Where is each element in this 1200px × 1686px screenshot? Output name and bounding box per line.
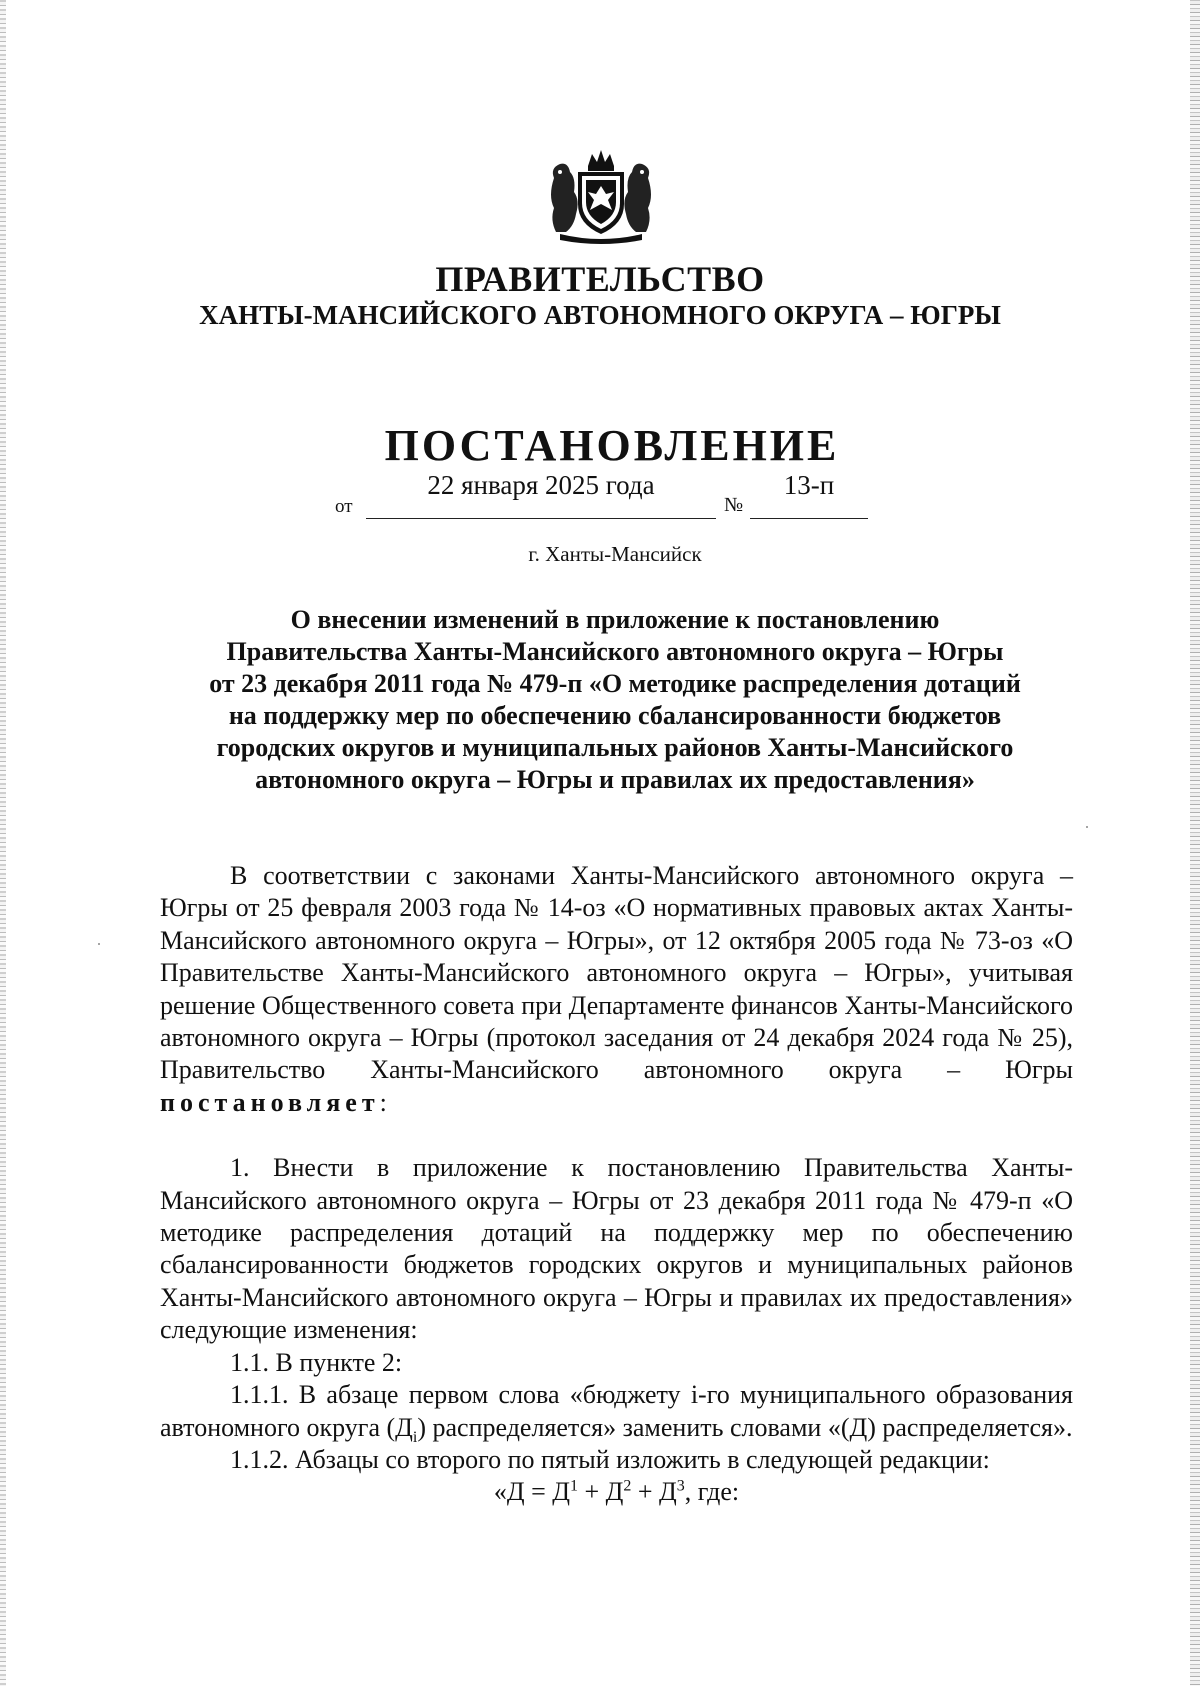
number-sign: № xyxy=(724,494,744,516)
scan-edge-left xyxy=(0,0,6,1686)
document-body xyxy=(160,860,1073,1509)
number-underline xyxy=(750,518,868,519)
item-1-1-1-text-a: 1.1.1. В абзаце первом слова «бюджету i-го муниципального образования автономного округа (Д xyxy=(160,1380,1073,1442)
government-title: ПРАВИТЕЛЬСТВО xyxy=(435,259,765,299)
scan-edge-right xyxy=(1190,0,1200,1686)
document-date: 22 января 2025 года xyxy=(427,470,655,500)
subject-line: Правительства Ханты-Мансийского автономного округа – Югры xyxy=(226,637,1004,666)
scan-speck xyxy=(98,943,100,945)
item-1-1: 1.1. В пункте 2: xyxy=(230,1347,403,1377)
resolves-colon: : xyxy=(379,1087,387,1117)
subject-line: от 23 декабря 2011 года № 479-п «О методике распределения дотаций xyxy=(209,669,1021,698)
document-subject xyxy=(160,604,1070,796)
formula-open: «Д = Д xyxy=(493,1477,570,1507)
date-underline xyxy=(366,518,716,519)
city-label: г. Ханты-Мансийск xyxy=(528,542,702,566)
date-number-row xyxy=(0,470,1200,530)
subject-line: на поддержку мер по обеспечению сбалансированности бюджетов xyxy=(228,701,1002,730)
region-title: ХАНТЫ-МАНСИЙСКОГО АВТОНОМНОГО ОКРУГА – ЮГРЫ xyxy=(199,300,1001,330)
subscript-i: i xyxy=(412,1428,418,1446)
scan-speck xyxy=(1086,826,1088,828)
preamble-paragraph xyxy=(160,860,1073,1119)
subject-line: городских округов и муниципальных районов Ханты-Мансийского xyxy=(216,733,1014,762)
subject-line: О внесении изменений в приложение к постановлению xyxy=(290,605,940,634)
document-type-title: ПОСТАНОВЛЕНИЕ xyxy=(384,421,840,470)
resolves-word: постановляет xyxy=(160,1087,380,1117)
date-prefix: от xyxy=(335,496,353,517)
formula-sup-3: 3 xyxy=(676,1477,685,1495)
coat-of-arms-emblem-icon xyxy=(546,148,656,244)
item-1-1-1 xyxy=(160,1379,1073,1444)
formula xyxy=(160,1476,1073,1508)
item-1-1-1-text-b: ) распределяется» заменить словами «(Д) распределяется». xyxy=(417,1412,1073,1442)
document-number: 13-п xyxy=(783,470,835,500)
formula-plus-2: + Д xyxy=(631,1477,677,1507)
formula-sup-2: 2 xyxy=(623,1477,632,1495)
subject-line: автономного округа – Югры и правилах их предоставления» xyxy=(255,765,975,794)
preamble-text: В соответствии с законами Ханты-Мансийского автономного округа – Югры от 25 февраля 2003 года № 14-оз «О нормативных правовых актах Ханты-Мансийского автономного округа – Югры», от 12 октября 2005 года № 73-оз «О Правительстве Ханты-Мансийского автономного округа – Югры», учитывая решение Общественного совета при Департаменте финансов Ханты-Мансийского автономного округа – Югры (протокол заседания от 24 декабря 2024 года № 25), Правительство Ханты-Мансийского автономного округа – Югры xyxy=(160,861,1073,1085)
item-1-1-2: 1.1.2. Абзацы со второго по пятый изложить в следующей редакции: xyxy=(230,1444,990,1474)
formula-plus-1: + Д xyxy=(577,1477,624,1507)
formula-sup-1: 1 xyxy=(569,1477,578,1495)
item-1: 1. Внести в приложение к постановлению Правительства Ханты-Мансийского автономного округа – Югры от 23 декабря 2011 года № 479-п «О методике распределения дотаций на поддержку мер по обеспечению сбалансированности бюджетов городских округов и муниципальных районов Ханты-Мансийского автономного округа – Югры и правилах их предоставления» следующие изменения: xyxy=(160,1153,1073,1345)
formula-tail: , где: xyxy=(684,1477,740,1507)
